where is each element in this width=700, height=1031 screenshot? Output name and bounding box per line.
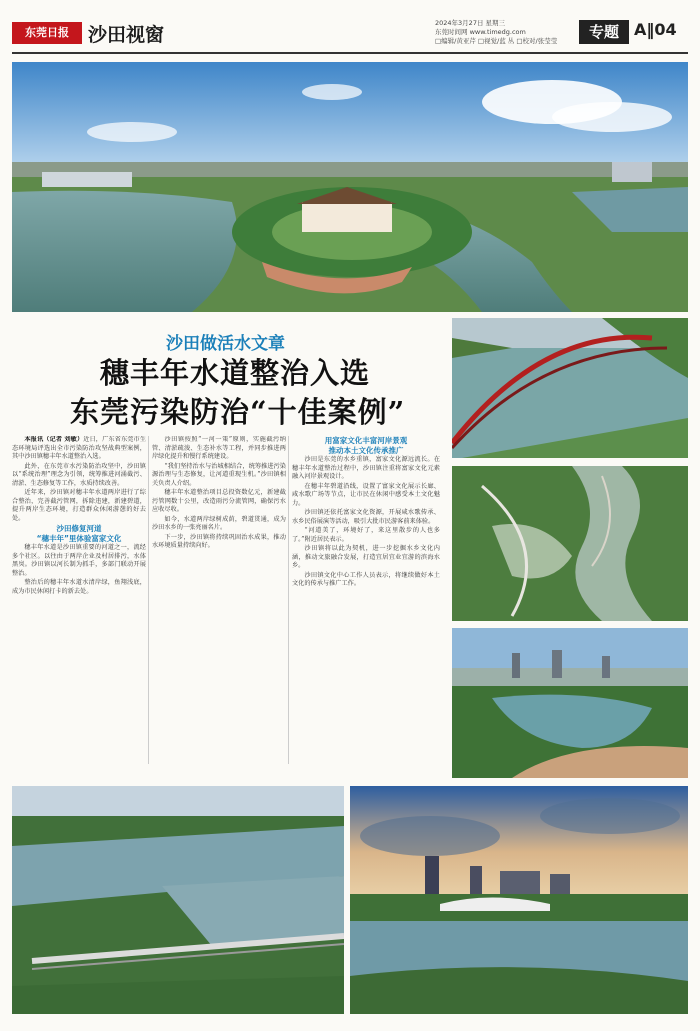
topic-badge: 专题 [579, 20, 629, 44]
headline-line-2: 东莞污染防治“十佳案例” [70, 395, 406, 429]
paragraph: 整治后的穗丰年水道水清岸绿，鱼翔浅底，成为市民休闲打卡的新去处。 [12, 579, 146, 595]
subheading-1-line-1: 沙田修复河道 [56, 524, 102, 533]
article-column-1 [12, 436, 146, 764]
headline-line-1: 穗丰年水道整治入选 [100, 356, 371, 390]
paragraph: “我们坚持治水与治城相结合，统筹推进污染源治理与生态修复，让河道重现生机。”沙田镇相关负责人介绍。 [152, 462, 286, 487]
paragraph: 此外，在东莞市水污染防治攻坚中，沙田镇以“系统治理”理念为引领，统筹推进河涌截污、清淤、生态修复等工作，水质持续改善。 [12, 462, 146, 487]
photo-bridge-and-river [12, 786, 344, 1014]
photo-wetland-boardwalk [452, 466, 688, 621]
byline: 本报讯（记者 刘敏） [24, 436, 84, 443]
subheading-2-line-1: 用富家文化丰富河岸景观 [324, 436, 408, 445]
masthead-rule [12, 52, 688, 54]
lead-paragraph: 近日，广东省东莞市生态环境局评选出全市污染防治攻坚战典型案例，其中沙田镇穗丰年水道整治入选。 [12, 436, 146, 460]
column-divider [148, 436, 149, 764]
section-title: 沙田视窗 [88, 24, 165, 46]
photo-riverside-city-park [452, 628, 688, 778]
page-number: A‖04 [634, 20, 677, 39]
paragraph: 在穗丰年碧道沿线，设置了富家文化展示长廊、咸水歌广场等节点，让市民在休闲中感受本土文化魅力。 [292, 482, 440, 507]
column-divider [288, 436, 289, 764]
paragraph: 沙田镇还依托富家文化资源，开展咸水歌传承、水乡民俗展演等活动，吸引大批市民游客前来体验。 [292, 509, 440, 525]
paragraph: 沙田镇文化中心工作人员表示，将继续做好本土文化的传承与推广工作。 [292, 571, 440, 587]
paragraph: 穗丰年水道是沙田镇重要的河道之一，流经多个社区。以往由于两岸企业及村居排污，水体黑臭。沙田镇以河长制为抓手，多部门联动开展整治。 [12, 544, 146, 577]
article-column-2 [152, 436, 286, 764]
editor-credits: □编辑/黄亚芹 □视觉/蓝 丛 □校对/张莹莹 [435, 37, 558, 45]
paragraph: 穗丰年水道整治项目总投资数亿元，新建截污管网数十公里，改造雨污分流管网，确保污水应收尽收。 [152, 489, 286, 513]
photo-red-arch-bridge [452, 318, 688, 458]
paragraph: 沙田镇按照“一河一策”原则，实施截污纳管、清淤疏浚、生态补水等工程，并同步推进两岸绿化提升和慢行系统建设。 [152, 436, 286, 460]
issue-meta [435, 19, 575, 46]
website[interactable]: 东莞时间网 www.timedg.com [435, 28, 526, 36]
paragraph: 沙田镇将以此为契机，进一步挖掘水乡文化内涵，推动文旅融合发展，打造宜居宜业宜游的滨海水乡。 [292, 545, 440, 569]
photo-city-skyline-riverside [350, 786, 688, 1014]
newspaper-logo: 东莞日报 [12, 22, 82, 44]
issue-date: 2024年3月27日 星期三 [435, 19, 506, 27]
paragraph: 如今，水道两岸绿树成荫，碧道贯通，成为沙田水乡的一张亮丽名片。 [152, 515, 286, 531]
subheading-1-line-2: “穗丰年”里体验富家文化 [36, 534, 122, 543]
article-column-3 [292, 436, 440, 764]
photo-aerial-wetland-park [12, 62, 688, 312]
paragraph: 沙田是东莞的水乡重镇，富家文化源远流长。在穗丰年水道整治过程中，沙田镇注重将富家文化元素融入河岸景观设计。 [292, 456, 440, 480]
paragraph: 近年来，沙田镇对穗丰年水道两岸进行了综合整治，完善截污管网，拆除违建，新建碧道，提升两岸生态环境，打造群众休闲游憩的好去处。 [12, 489, 146, 522]
paragraph: 下一步，沙田镇将持续巩固治水成果，推动水环境质量持续向好。 [152, 533, 286, 549]
paragraph: “河道美了，环境好了，来这里散步的人也多了。”附近居民表示。 [292, 527, 440, 543]
headline-kicker: 沙田做活水文章 [166, 334, 285, 354]
subheading-2-line-2: 推动本土文化传承推广 [328, 446, 404, 455]
